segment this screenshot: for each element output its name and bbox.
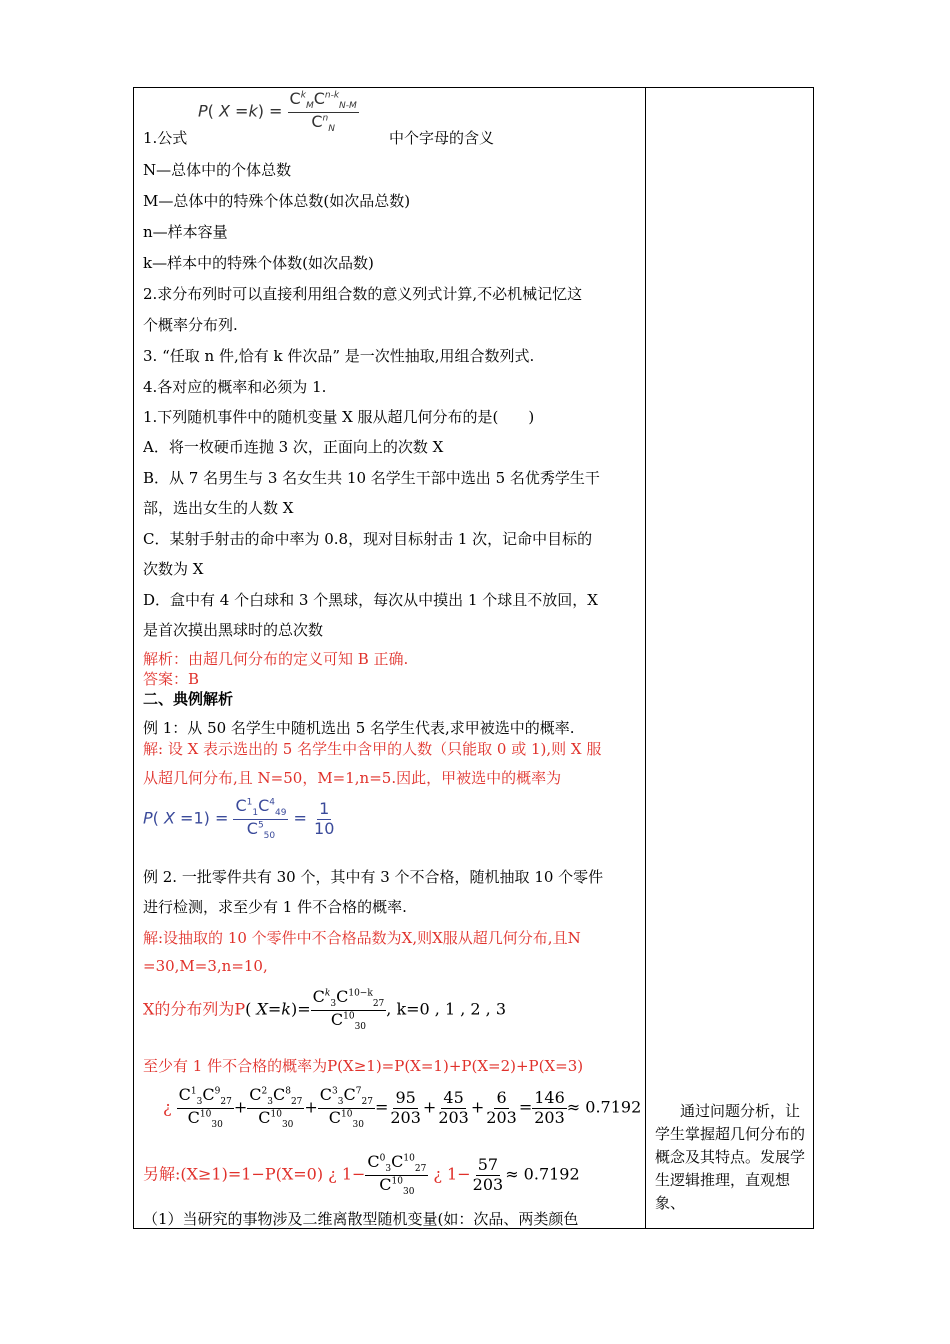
distribution-formula: X的分布列为P( X=k)= $\frac{C^k_3C^{10-k}_{27}}{C^{10}_{30}}$ , k=0 , 1 , 2 , 3: [143, 987, 507, 1032]
line-N: N—总体中的个体总数: [143, 161, 292, 179]
option-a: A．将一枚硬币连抛 3 次，正面向上的次数 X: [143, 438, 444, 456]
content-cell: [143, 90, 641, 1228]
formula-example-1: P( X =1) = $\frac{C^1_1C^4_{49}}{C^5_{50}}$ = $\frac{1}{10}$: [143, 796, 335, 841]
example-2-solution-4: 至少有 1 件不合格的概率为P(X≥1)=P(X=1)+P(X=2)+P(X=3): [143, 1057, 584, 1075]
line-note4: 4.各对应的概率和必须为 1.: [143, 378, 327, 396]
line-k: k—样本中的特殊个体数(如次品数): [143, 254, 374, 272]
last-line: （1）当研究的事物涉及二维离散型随机变量(如：次品、两类颜色: [143, 1210, 579, 1228]
line-n: n—样本容量: [143, 223, 228, 241]
side-note: 通过问题分析，让学生掌握超几何分布的概念及其特点。发展学生逻辑推理，直观想象、: [655, 1102, 806, 1212]
line-formula-label: 1.公式: [143, 129, 188, 147]
section-heading: 二、典例解析: [143, 690, 234, 708]
analysis: 解析：由超几何分布的定义可知 B 正确.: [143, 650, 409, 668]
option-c-1: C．某射手射击的命中率为 0.8，现对目标射击 1 次，记命中目标的: [143, 530, 593, 548]
column-divider: [645, 87, 646, 1229]
example-1-solution-2: 从超几何分布,且 N=50，M=1,n=5.因此，甲被选中的概率为: [143, 769, 562, 787]
example-1-solution-1: 解: 设 X 表示选出的 5 名学生中含甲的人数（只能取 0 或 1),则 X 服: [143, 740, 602, 758]
sum-formula: ¿ $\frac{C^1_3C^9_{27}}{C^{10}_{30}}$ + $\frac{C^2_3C^8_{27}}{C^{10}_{30}}$ + $\frac{C^3_3C^7_{27}}{C^{10}_{30}}$ = $\frac{95}{203}$ + $\frac{45}{203}$ + $\frac{6}{203}$ = $\frac{146}{203}$ ≈ 0.7192: [163, 1085, 641, 1130]
example-2-b: 进行检测，求至少有 1 件不合格的概率.: [143, 898, 407, 916]
example-1: 例 1：从 50 名学生中随机选出 5 名学生代表,求甲被选中的概率.: [143, 719, 575, 737]
option-d-1: D．盒中有 4 个白球和 3 个黑球，每次从中摸出 1 个球且不放回，X: [143, 591, 598, 609]
option-b-2: 部，选出女生的人数 X: [143, 499, 294, 517]
question-1: 1.下列随机事件中的随机变量 X 服从超几何分布的是( ): [143, 408, 535, 426]
example-2-a: 例 2. 一批零件共有 30 个，其中有 3 个不合格，随机抽取 10 个零件: [143, 868, 604, 886]
option-b-1: B．从 7 名男生与 3 名女生共 10 名学生干部中选出 5 名优秀学生干: [143, 469, 600, 487]
line-formula-suffix: 中个字母的含义: [389, 129, 495, 147]
example-2-solution-2: =30,M=3,n=10,: [143, 957, 268, 975]
line-M: M—总体中的特殊个体总数(如次品总数): [143, 192, 411, 210]
answer: 答案：B: [143, 670, 200, 688]
alternative-solution: 另解:(X≥1)=1−P(X=0) ¿ 1− $\frac{C^0_3C^{10}_{27}}{C^{10}_{30}}$ ¿ 1− $\frac{57}{203}$ ≈ 0.7192: [143, 1152, 580, 1197]
option-c-2: 次数为 X: [143, 560, 204, 578]
example-2-solution-1: 解:设抽取的 10 个零件中不合格品数为X,则X服从超几何分布,且N: [143, 929, 581, 947]
formula-hypergeometric: P( X =k) = $\frac{C^k_MC^{n-k}_{N-M}}{C^n_N}$: [198, 90, 357, 134]
line-note2b: 个概率分布列.: [143, 316, 238, 334]
line-note2a: 2.求分布列时可以直接利用组合数的意义列式计算,不必机械记忆这: [143, 285, 583, 303]
option-d-2: 是首次摸出黑球时的总次数: [143, 621, 324, 639]
line-note3: 3. “任取 n 件,恰有 k 件次品” 是一次性抽取,用组合数列式.: [143, 347, 535, 365]
